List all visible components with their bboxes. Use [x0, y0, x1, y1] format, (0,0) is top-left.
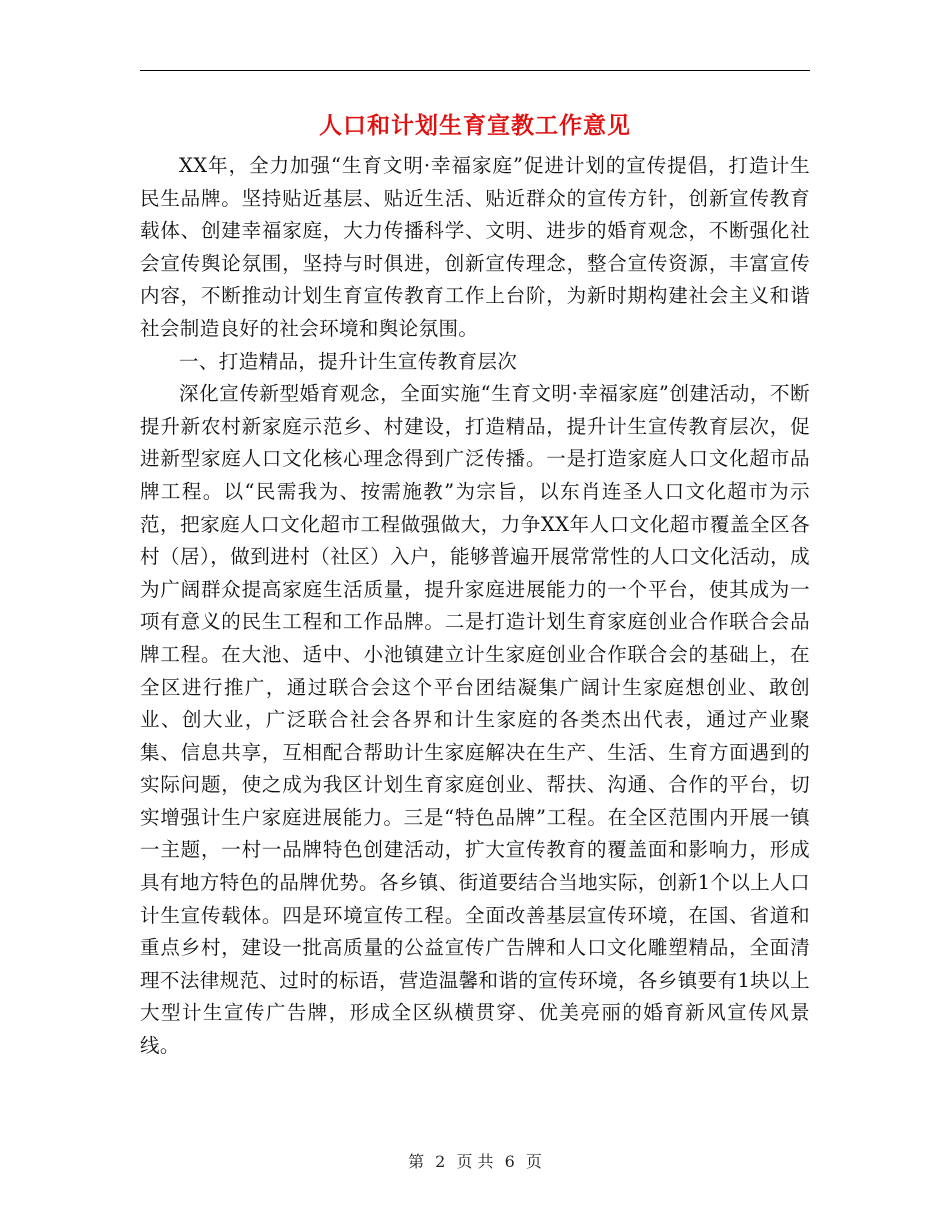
footer-suffix: 页: [525, 1152, 542, 1171]
header-rule: [140, 70, 810, 71]
footer-total-pages: 6: [504, 1152, 515, 1171]
document-title: 人口和计划生育宣教工作意见: [319, 112, 631, 139]
paragraph-section-1: 深化宣传新型婚育观念，全面实施“生育文明·幸福家庭”创建活动，不断提升新农村新家庭示范乡、村建设，打造精品，提升计生宣传教育层次，促进新型家庭人口文化核心理念得到广泛传播。一是打造家庭人口文化超市品牌工程。以“民需我为、按需施教”为宗旨，以东肖连圣人口文化超市为示范，把家庭人口文化超市工程做强做大，力争XX年人口文化超市覆盖全区各村（居），做到进村（社区）入户，能够普遍开展常常性的人口文化活动，成为广阔群众提高家庭生活质量，提升家庭进展能力的一个平台，使其成为一项有意义的民生工程和工作品牌。二是打造计划生育家庭创业合作联合会品牌工程。在大池、适中、小池镇建立计生家庭创业合作联合会的基础上，在全区进行推广，通过联合会这个平台团结凝集广阔计生家庭想创业、敢创业、创大业，广泛联合社会各界和计生家庭的各类杰出代表，通过产业聚集、信息共享，互相配合帮助计生家庭解决在生产、生活、生育方面遇到的实际问题，使之成为我区计划生育家庭创业、帮扶、沟通、合作的平台，切实增强计生户家庭进展能力。三是“特色品牌”工程。在全区范围内开展一镇一主题，一村一品牌特色创建活动，扩大宣传教育的覆盖面和影响力，形成具有地方特色的品牌优势。各乡镇、街道要结合当地实际，创新1个以上人口计生宣传载体。四是环境宣传工程。全面改善基层宣传环境，在国、省道和重点乡村，建设一批高质量的公益宣传广告牌和人口文化雕塑精品，全面清理不法律规范、过时的标语，营造温馨和谐的宣传环境，各乡镇要有1块以上大型计生宣传广告牌，形成全区纵横贯穿、优美亮丽的婚育新风宣传风景线。: [140, 382, 810, 1058]
paragraph-intro: XX年，全力加强“生育文明·幸福家庭”促进计划的宣传提倡，打造计生民生品牌。坚持贴近基层、贴近生活、贴近群众的宣传方针，创新宣传教育载体、创建幸福家庭，大力传播科学、文明、进步的婚育观念，不断强化社会宣传舆论氛围，坚持与时俱进，创新宣传理念，整合宣传资源，丰富宣传内容，不断推动计划生育宣传教育工作上台阶，为新时期构建社会主义和谐社会制造良好的社会环境和舆论氛围。: [140, 154, 810, 340]
section-heading-1: 一、打造精品，提升计生宣传教育层次: [179, 349, 518, 373]
document-body: [140, 150, 810, 1063]
footer-current-page: 2: [435, 1152, 446, 1171]
page-footer: [0, 1150, 950, 1174]
footer-middle: 页 共: [456, 1152, 494, 1171]
footer-prefix: 第: [408, 1152, 425, 1171]
